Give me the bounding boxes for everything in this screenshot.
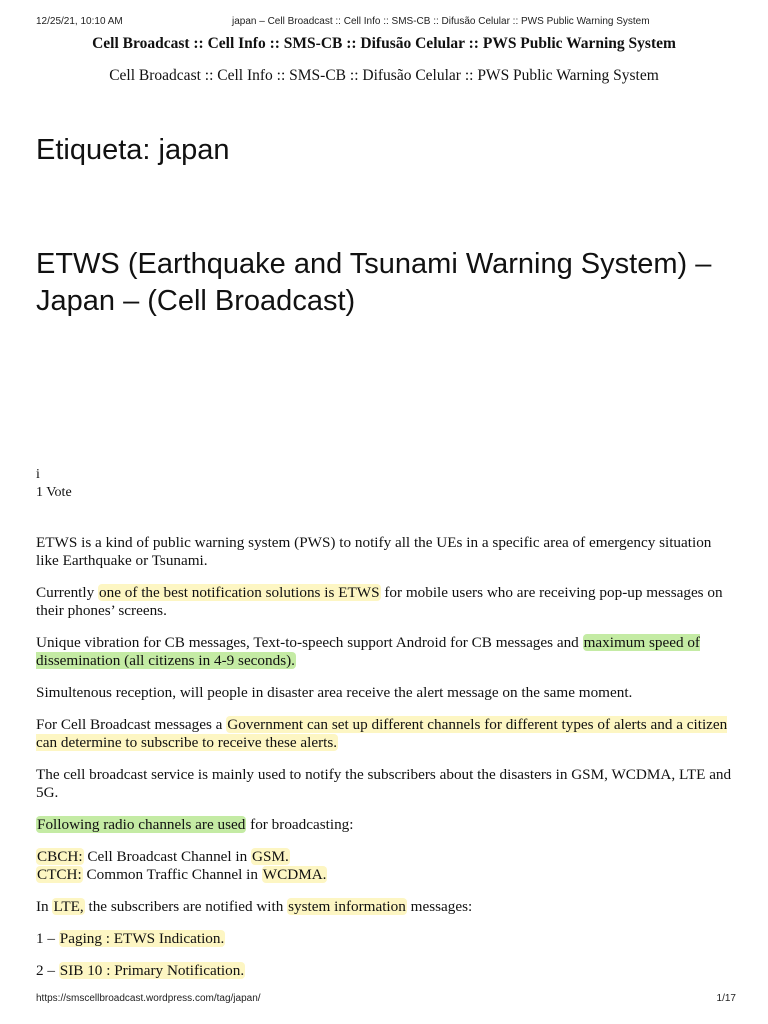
paragraph-currently (36, 584, 736, 620)
print-header (0, 16, 768, 30)
paragraph-simultenous: Simultenous reception, will people in disaster area receive the alert message on the same moment. (36, 684, 633, 701)
list-item-paging (36, 930, 736, 948)
vote-count: 1 Vote (36, 485, 72, 500)
paragraph-intro: ETWS is a kind of public warning system (PWS) to notify all the UEs in a specific area of emergency situation like Earthquake or Tsunami. (36, 534, 712, 569)
print-datetime: 12/25/21, 10:10 AM (36, 16, 123, 27)
site-description: Cell Broadcast :: Cell Info :: SMS-CB :: Difusão Celular :: PWS Public Warning System (109, 67, 659, 84)
cbch-label: CBCH: (37, 848, 83, 865)
gsm-highlight: GSM. (252, 848, 289, 865)
paragraph-vibration (36, 634, 736, 670)
text: 1 – (36, 930, 59, 947)
paragraph-government (36, 716, 736, 752)
highlight: one of the best notification solutions is ETWS (99, 584, 380, 601)
wcdma-highlight: WCDMA. (262, 866, 327, 883)
text: Common Traffic Channel in (82, 866, 262, 883)
print-footer (0, 993, 768, 1007)
highlight: Government can set up different channels for different types of alerts and a citizen can determine to subscribe to receive these alerts. (36, 716, 728, 751)
post-rating (36, 466, 72, 502)
text: for broadcasting: (246, 816, 354, 833)
page-url: https://smscellbroadcast.wordpress.com/tag/japan/ (36, 993, 261, 1004)
highlight: SIB 10 : Primary Notification. (59, 962, 245, 979)
text: messages: (406, 898, 473, 915)
archive-title: Etiqueta: japan (36, 134, 230, 166)
highlight: system information (288, 898, 406, 915)
paragraph-service: The cell broadcast service is mainly used to notify the subscribers about the disasters in GSM, WCDMA, LTE and 5G. (36, 766, 732, 801)
lte-highlight: LTE, (53, 898, 84, 915)
highlight: maximum speed of dissemination (all citizens in 4-9 seconds). (36, 634, 700, 669)
rating-info-icon[interactable]: i (36, 467, 40, 482)
list-item-sib10 (36, 962, 736, 980)
text: In (36, 898, 53, 915)
highlight: Paging : ETWS Indication. (59, 930, 225, 947)
text: for mobile users who are receiving pop-up messages on their phones’ screens. (36, 584, 723, 619)
text: 2 – (36, 962, 59, 979)
text: Cell Broadcast Channel in (83, 848, 252, 865)
text: Unique vibration for CB messages, Text-to-speech support Android for CB messages and (36, 634, 583, 651)
print-doc-title: japan – Cell Broadcast :: Cell Info :: SMS-CB :: Difusão Celular :: PWS Public Warning System (232, 16, 650, 27)
text: Currently (36, 584, 99, 601)
paragraph-channel-list (36, 848, 736, 884)
post-content (36, 534, 736, 994)
page-number: 1/17 (716, 993, 736, 1004)
post-title[interactable]: ETWS (Earthquake and Tsunami Warning System) – Japan – (Cell Broadcast) (36, 248, 712, 317)
text: For Cell Broadcast messages a (36, 716, 227, 733)
ctch-label: CTCH: (37, 866, 82, 883)
text: the subscribers are notified with (84, 898, 288, 915)
paragraph-lte (36, 898, 736, 916)
paragraph-channels (36, 816, 736, 834)
highlight: Following radio channels are used (37, 816, 246, 833)
site-title[interactable]: Cell Broadcast :: Cell Info :: SMS-CB :: Difusão Celular :: PWS Public Warning System (92, 35, 676, 52)
